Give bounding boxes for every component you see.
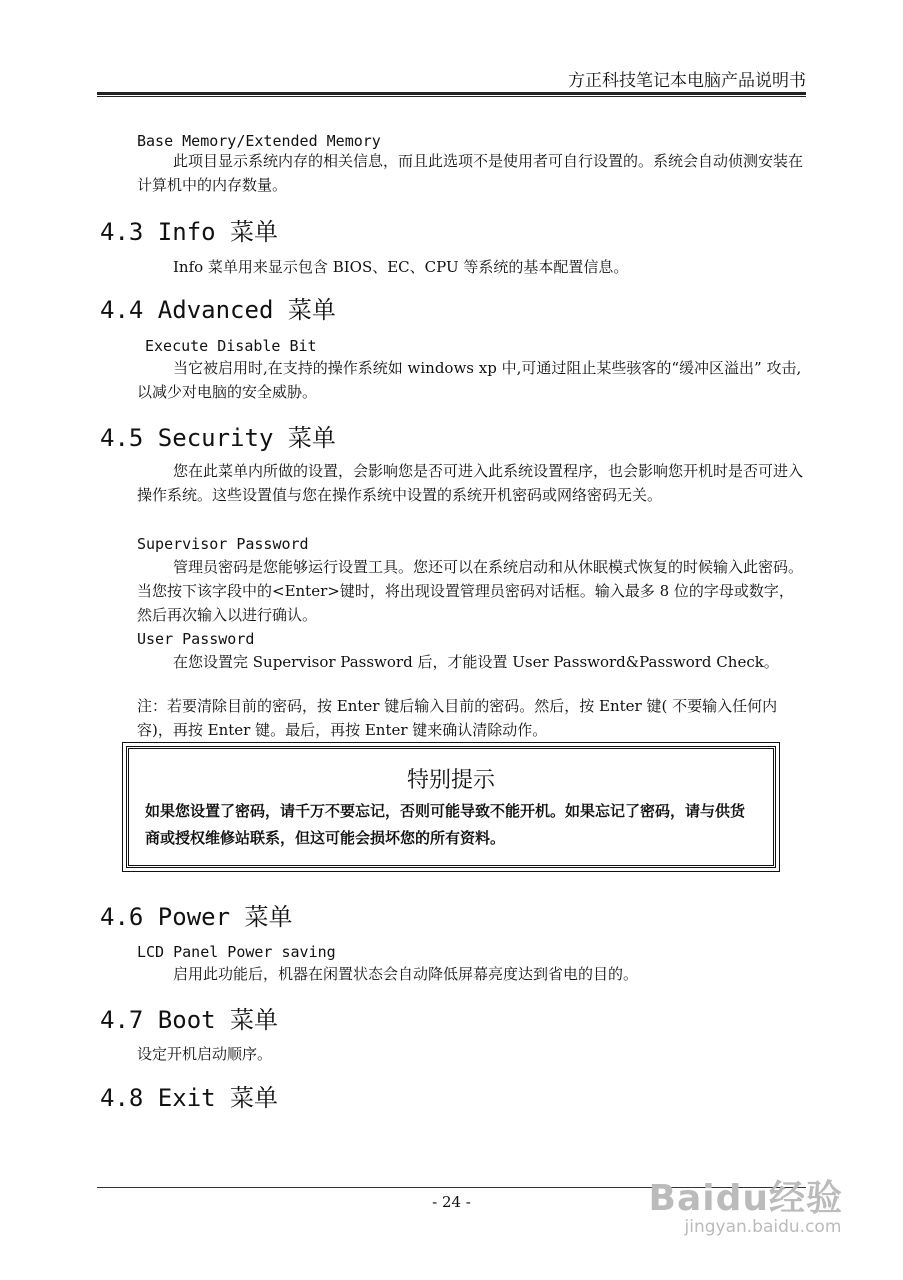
security-note: 注：若要清除目前的密码，按 Enter 键后输入目前的密码。然后，按 Enter 键( 不要输入任何内容)，再按 Enter 键。最后，再按 Enter 键来确认清除动作。 <box>137 697 778 739</box>
section-4-6-heading <box>100 897 293 932</box>
supervisor-password-desc: 管理员密码是您能够运行设置工具。您还可以在系统启动和从休眠模式恢复的时候输入此密码。当您按下该字段中的<Enter>键时，将出现设置管理员密码对话框。输入最多 8 位的字母或数字，然后再次输入以进行确认。 <box>137 558 804 624</box>
section-4-3-heading <box>100 212 278 247</box>
section-number: 4.4 Advanced <box>100 296 288 324</box>
supervisor-password-label: Supervisor Password <box>137 535 309 553</box>
section-4-5-heading <box>100 418 336 453</box>
page-number: - 24 - <box>432 1193 471 1211</box>
lcd-power-saving-label: LCD Panel Power saving <box>137 943 336 961</box>
special-notice-box <box>126 746 776 868</box>
section-title: 菜单 <box>230 1084 279 1112</box>
section-4-8-heading <box>100 1078 278 1113</box>
section-title: 菜单 <box>244 903 293 931</box>
section-number: 4.3 Info <box>100 218 231 246</box>
header-title: 方正科技笔记本电脑产品说明书 <box>568 71 806 91</box>
section-number: 4.7 Boot <box>100 1006 231 1034</box>
section-title: 菜单 <box>287 424 336 452</box>
execute-disable-desc: 当它被启用时,在支持的操作系统如 windows xp 中,可通过阻止某些骇客的“缓冲区溢出” 攻击,以减少对电脑的安全威胁。 <box>137 359 802 401</box>
notice-title: 特别提示 <box>406 768 495 793</box>
section-number: 4.5 Security <box>100 424 288 452</box>
section-number: 4.6 Power <box>100 903 245 931</box>
execute-disable-label: Execute Disable Bit <box>145 337 317 355</box>
user-password-desc: 在您设置完 Supervisor Password 后，才能设置 User Password&Password Check。 <box>173 653 779 671</box>
section-title: 菜单 <box>230 218 279 246</box>
section-4-4-heading <box>100 290 336 325</box>
security-intro: 您在此菜单内所做的设置，会影响您是否可进入此系统设置程序，也会影响您开机时是否可进入操作系统。这些设置值与您在操作系统中设置的系统开机密码或网络密码无关。 <box>137 462 804 504</box>
section-4-7-heading <box>100 1000 278 1035</box>
notice-body: 如果您设置了密码，请千万不要忘记，否则可能导致不能开机。如果忘记了密码，请与供货商或授权维修站联系，但这可能会损坏您的所有资料。 <box>145 802 746 847</box>
baidu-watermark <box>649 1170 843 1237</box>
section-title: 菜单 <box>287 296 336 324</box>
watermark-url: jingyan.baidu.com <box>684 1217 842 1237</box>
watermark-logo: Baidu经验 <box>648 1178 843 1219</box>
lcd-power-saving-desc: 启用此功能后，机器在闲置状态会自动降低屏幕亮度达到省电的目的。 <box>173 965 639 983</box>
header-rule <box>97 92 806 95</box>
base-memory-label: Base Memory/Extended Memory <box>137 132 381 150</box>
section-4-3-desc: Info 菜单用来显示包含 BIOS、EC、CPU 等系统的基本配置信息。 <box>173 258 629 276</box>
base-memory-desc: 此项目显示系统内存的相关信息，而且此选项不是使用者可自行设置的。系统会自动侦测安装在计算机中的内存数量。 <box>137 152 804 194</box>
section-number: 4.8 Exit <box>100 1084 231 1112</box>
boot-desc: 设定开机启动顺序。 <box>137 1045 273 1063</box>
user-password-label: User Password <box>137 630 255 648</box>
header-rule-thin <box>97 96 806 97</box>
section-title: 菜单 <box>230 1006 279 1034</box>
